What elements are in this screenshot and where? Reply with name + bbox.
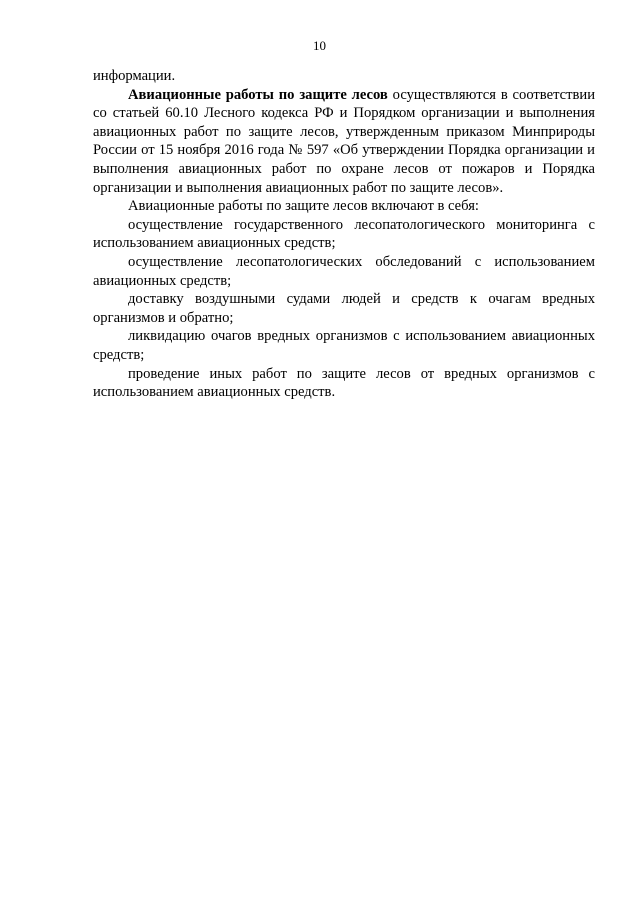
page-number: 10 — [313, 38, 326, 53]
list-item: ликвидацию очагов вредных организмов с использованием авиационных средств; — [93, 328, 595, 363]
list-item: проведение иных работ по защите лесов от вредных организмов с использованием авиационных средств. — [93, 365, 595, 401]
term-aviation-works: Авиационные работы по защите лесов — [128, 86, 388, 103]
list-item: осуществление лесопатологических обследований с использованием авиационных средств; — [93, 253, 595, 289]
paragraph-list-intro: Авиационные работы по защите лесов включают в себя: — [128, 198, 479, 215]
paragraph-continuation: информации. — [93, 68, 176, 84]
paragraph-aviation-works — [93, 86, 595, 198]
list-item: доставку воздушными судами людей и средств к очагам вредных организмов и обратно; — [93, 291, 595, 326]
document-body — [93, 67, 595, 402]
paragraph-aviation-works-text: осуществляются в соответствии со статьей 60.10 Лесного кодекса РФ и Порядком организации и выполнения авиационных работ по защите лесов, утвержденным приказом Минприроды России от 15 ноября 2016 года № 597 «Об утверждении Порядка организации и выполнения авиационных работ по охране лесов от пожаров и Порядка организации и выполнения авиационных работ по защите лесов». — [93, 86, 595, 196]
list-item: осуществление государственного лесопатологического мониторинга с использованием авиационных средств; — [93, 216, 595, 252]
